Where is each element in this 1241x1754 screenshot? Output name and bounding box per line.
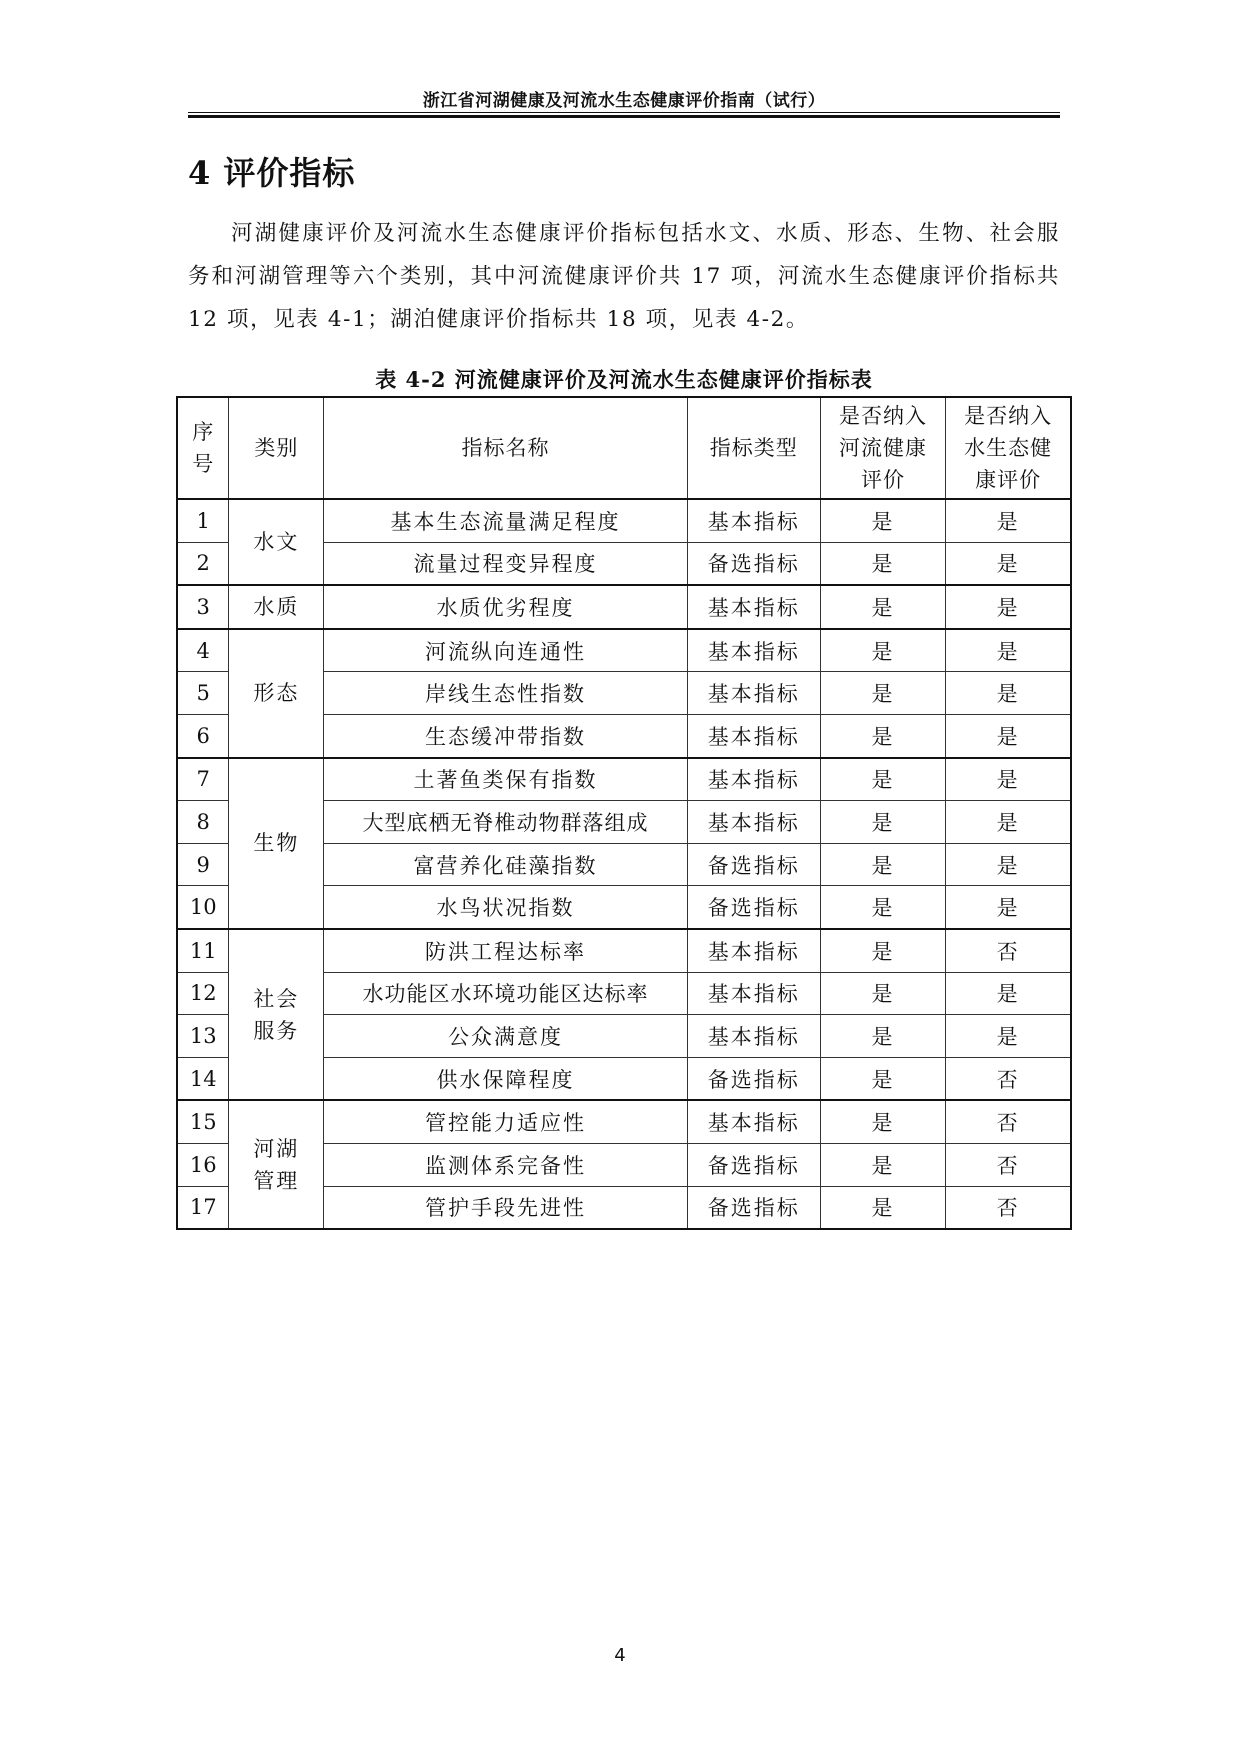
row-eco-health: 是 bbox=[946, 801, 1071, 844]
row-eco-health: 是 bbox=[946, 886, 1071, 929]
row-seq: 8 bbox=[177, 801, 229, 844]
row-indicator-type: 备选指标 bbox=[687, 1143, 820, 1186]
row-river-health: 是 bbox=[820, 929, 945, 972]
row-indicator-name: 水功能区水环境功能区达标率 bbox=[324, 972, 687, 1015]
header-eco-health-label: 是否纳入水生态健康评价 bbox=[964, 404, 1053, 492]
table-header-row bbox=[177, 397, 1071, 499]
row-river-health: 是 bbox=[820, 499, 945, 542]
row-river-health: 是 bbox=[820, 843, 945, 886]
row-river-health: 是 bbox=[820, 801, 945, 844]
row-eco-health: 是 bbox=[946, 1015, 1071, 1058]
row-seq: 13 bbox=[177, 1015, 229, 1058]
row-indicator-name: 基本生态流量满足程度 bbox=[324, 499, 687, 542]
row-indicator-type: 备选指标 bbox=[687, 1186, 820, 1229]
category-label: 社会服务 bbox=[253, 986, 300, 1043]
row-seq: 3 bbox=[177, 585, 229, 629]
row-river-health: 是 bbox=[820, 758, 945, 801]
table-row bbox=[177, 585, 1071, 629]
row-river-health: 是 bbox=[820, 714, 945, 757]
row-seq: 12 bbox=[177, 972, 229, 1015]
row-eco-health: 是 bbox=[946, 499, 1071, 542]
running-header: 浙江省河湖健康及河流水生态健康评价指南（试行） bbox=[422, 91, 826, 111]
row-seq: 7 bbox=[177, 758, 229, 801]
header-river-health-label: 是否纳入河流健康评价 bbox=[839, 404, 928, 492]
row-eco-health: 否 bbox=[946, 1186, 1071, 1229]
row-indicator-name: 流量过程变异程度 bbox=[324, 542, 687, 585]
header-name: 指标名称 bbox=[324, 397, 687, 499]
row-indicator-name: 供水保障程度 bbox=[324, 1057, 687, 1100]
row-eco-health: 是 bbox=[946, 585, 1071, 629]
row-river-health: 是 bbox=[820, 1015, 945, 1058]
row-seq: 14 bbox=[177, 1057, 229, 1100]
row-indicator-type: 备选指标 bbox=[687, 542, 820, 585]
row-seq: 10 bbox=[177, 886, 229, 929]
row-seq: 4 bbox=[177, 629, 229, 672]
row-indicator-name: 防洪工程达标率 bbox=[324, 929, 687, 972]
row-eco-health: 是 bbox=[946, 758, 1071, 801]
row-river-health: 是 bbox=[820, 1100, 945, 1143]
row-eco-health: 是 bbox=[946, 843, 1071, 886]
row-indicator-name: 公众满意度 bbox=[324, 1015, 687, 1058]
row-eco-health: 是 bbox=[946, 629, 1071, 672]
row-river-health: 是 bbox=[820, 672, 945, 715]
row-indicator-type: 基本指标 bbox=[687, 672, 820, 715]
table-row bbox=[177, 499, 1071, 542]
category-cell: 水文 bbox=[229, 499, 324, 585]
row-seq: 1 bbox=[177, 499, 229, 542]
page-number: 4 bbox=[614, 1645, 626, 1666]
row-river-health: 是 bbox=[820, 629, 945, 672]
table-row bbox=[177, 1100, 1071, 1143]
row-river-health: 是 bbox=[820, 1186, 945, 1229]
row-indicator-type: 基本指标 bbox=[687, 499, 820, 542]
row-indicator-name: 富营养化硅藻指数 bbox=[324, 843, 687, 886]
row-eco-health: 否 bbox=[946, 929, 1071, 972]
row-indicator-type: 基本指标 bbox=[687, 758, 820, 801]
row-seq: 16 bbox=[177, 1143, 229, 1186]
row-indicator-type: 基本指标 bbox=[687, 714, 820, 757]
row-seq: 9 bbox=[177, 843, 229, 886]
header-rule-thin bbox=[188, 112, 1060, 113]
header-rule-thick bbox=[188, 115, 1060, 118]
table-row bbox=[177, 929, 1071, 972]
row-eco-health: 是 bbox=[946, 672, 1071, 715]
header-category: 类别 bbox=[229, 397, 324, 499]
row-indicator-name: 土著鱼类保有指数 bbox=[324, 758, 687, 801]
row-indicator-type: 备选指标 bbox=[687, 886, 820, 929]
row-eco-health: 否 bbox=[946, 1143, 1071, 1186]
row-indicator-type: 备选指标 bbox=[687, 843, 820, 886]
section-title: 4 评价指标 bbox=[188, 154, 356, 192]
row-river-health: 是 bbox=[820, 886, 945, 929]
row-indicator-name: 大型底栖无脊椎动物群落组成 bbox=[324, 801, 687, 844]
row-seq: 15 bbox=[177, 1100, 229, 1143]
row-seq: 5 bbox=[177, 672, 229, 715]
row-indicator-name: 岸线生态性指数 bbox=[324, 672, 687, 715]
category-cell bbox=[229, 929, 324, 1100]
indicator-table bbox=[176, 396, 1072, 1230]
header-type: 指标类型 bbox=[687, 397, 820, 499]
row-river-health: 是 bbox=[820, 1143, 945, 1186]
row-river-health: 是 bbox=[820, 1057, 945, 1100]
row-indicator-name: 水质优劣程度 bbox=[324, 585, 687, 629]
row-indicator-type: 基本指标 bbox=[687, 1100, 820, 1143]
table-row bbox=[177, 758, 1071, 801]
header-seq bbox=[177, 397, 229, 499]
row-indicator-type: 备选指标 bbox=[687, 1057, 820, 1100]
header-river-health bbox=[820, 397, 945, 499]
intro-paragraph: 河湖健康评价及河流水生态健康评价指标包括水文、水质、形态、生物、社会服务和河湖管理等六个类别，其中河流健康评价共 17 项，河流水生态健康评价指标共 12 项，见表 4-1；湖泊健康评价指标共 18 项，见表 4-2。 bbox=[188, 221, 1060, 332]
row-river-health: 是 bbox=[820, 972, 945, 1015]
header-eco-health bbox=[946, 397, 1071, 499]
row-indicator-name: 管控能力适应性 bbox=[324, 1100, 687, 1143]
row-indicator-name: 水鸟状况指数 bbox=[324, 886, 687, 929]
row-seq: 2 bbox=[177, 542, 229, 585]
row-indicator-type: 基本指标 bbox=[687, 585, 820, 629]
header-seq-label: 序号 bbox=[192, 420, 215, 476]
table-row bbox=[177, 629, 1071, 672]
row-indicator-name: 河流纵向连通性 bbox=[324, 629, 687, 672]
category-label: 河湖管理 bbox=[253, 1136, 300, 1193]
category-cell: 生物 bbox=[229, 758, 324, 929]
row-indicator-type: 基本指标 bbox=[687, 972, 820, 1015]
row-eco-health: 否 bbox=[946, 1057, 1071, 1100]
row-indicator-name: 监测体系完备性 bbox=[324, 1143, 687, 1186]
row-eco-health: 是 bbox=[946, 714, 1071, 757]
row-indicator-type: 基本指标 bbox=[687, 801, 820, 844]
row-eco-health: 是 bbox=[946, 542, 1071, 585]
category-cell bbox=[229, 1100, 324, 1229]
category-cell: 水质 bbox=[229, 585, 324, 629]
row-indicator-type: 基本指标 bbox=[687, 1015, 820, 1058]
table-caption: 表 4-2 河流健康评价及河流水生态健康评价指标表 bbox=[375, 367, 873, 392]
row-river-health: 是 bbox=[820, 585, 945, 629]
row-seq: 17 bbox=[177, 1186, 229, 1229]
row-eco-health: 是 bbox=[946, 972, 1071, 1015]
row-indicator-type: 基本指标 bbox=[687, 929, 820, 972]
row-indicator-name: 管护手段先进性 bbox=[324, 1186, 687, 1229]
row-river-health: 是 bbox=[820, 542, 945, 585]
row-indicator-type: 基本指标 bbox=[687, 629, 820, 672]
row-indicator-name: 生态缓冲带指数 bbox=[324, 714, 687, 757]
row-eco-health: 否 bbox=[946, 1100, 1071, 1143]
row-seq: 6 bbox=[177, 714, 229, 757]
category-cell: 形态 bbox=[229, 629, 324, 758]
row-seq: 11 bbox=[177, 929, 229, 972]
